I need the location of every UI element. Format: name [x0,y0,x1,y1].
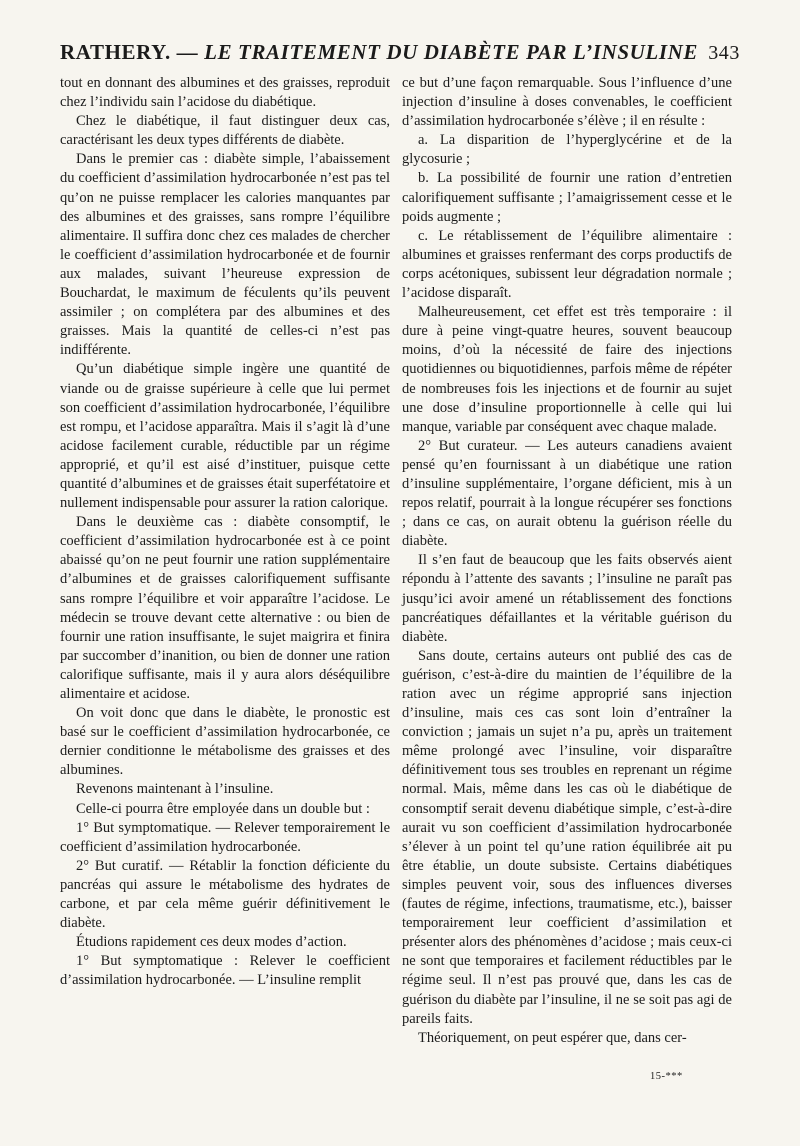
list-item-b: b. La possibilité de fournir une ration d’entretien calorifiquement suffisante ; l’amaigrissement cesse et le poids augmente ; [402,170,732,225]
paragraph: Il s’en faut de beaucoup que les faits observés aient répondu à l’attente des savants ; l’insuline ne paraît pas jusqu’ici avoir amené un rétablissement des fonctions pancréatiques défaillantes et la véritable guérison du diabète. [402,552,732,645]
left-column [60,74,390,991]
paragraph: 1° But symptomatique. — Relever temporairement le coefficient d’assimilation hydrocarbonée. [60,819,390,855]
paragraph: Chez le diabétique, il faut distinguer deux cas, caractérisant les deux types différents de diabète. [60,113,390,149]
paragraph: Malheureusement, cet effet est très temporaire : il dure à peine vingt-quatre heures, souvent beaucoup moins, d’où la nécessité de faire des injections quotidiennes ou biquotidiennes, parfois même de répéter de nombreuses fois les injections et de fournir au sujet une dose d’insuline proportionnelle à celle qui lui manque, variable par conséquent avec chaque malade. [402,304,732,435]
paragraph: Sans doute, certains auteurs ont publié des cas de guérison, c’est-à-dire du maintien de l’équilibre de la ration avec un régime approprié sans injection d’insuline, mais ces cas sont loin d’entraîner la conviction ; jamais un sujet n’a pu, après un traitement même prolongé avec l’insuline, voir disparaître définitivement tous ses troubles en reprenant un régime normal. Mais, même dans les cas où le diabétique de consomptif serait devenu diabétique simple, c’est-à-dire aurait vu son coefficient d’assimilation hydrocarbonée s’élever à un point tel qu’une ration équilibrée ait pu être établie, un doute subsiste. Certains diabétiques simples peuvent voir, sous des influences diverses (fautes de régime, infections, traumatisme, etc.), baisser temporairement leur coefficient d’assimilation et présenter alors des phénomènes d’acidose ; mais ceux-ci ne sont que temporaires et facilement réductibles par le régime seul. Il n’est pas prouvé que, dans les cas de guérison du diabète par l’insuline, il ne se soit pas agi de pareils faits. [402,647,732,1027]
paragraph: tout en donnant des albumines et des graisses, reproduit chez l’individu sain l’acidose du diabétique. [60,75,390,111]
paragraph: Revenons maintenant à l’insuline. [76,781,274,798]
header-title: LE TRAITEMENT DU DIABÈTE PAR L’INSULINE [204,40,698,64]
paragraph: 2° But curateur. — Les auteurs canadiens avaient pensé qu’en fournissant à un diabétique une ration d’insuline supplémentaire, l’organe déficient, mis à un repos relatif, pourrait à la longue récupérer ses fonctions ; dans ce cas, on aurait obtenu la guérison réelle du diabète. [402,437,732,550]
paragraph: Théoriquement, on peut espérer que, dans cer- [418,1029,687,1046]
header-author: RATHERY. — [60,40,205,64]
paragraph: Celle-ci pourra être employée dans un double but : [76,800,370,817]
paragraph: Dans le premier cas : diabète simple, l’abaissement du coefficient d’assimilation hydrocarbonée n’est pas tel qu’on ne puisse remplacer les calories manquantes par des albumines et des graisses, sans rompre l’équilibre alimentaire. Il suffira donc chez ces malades de chercher le coefficient d’assimilation hydrocarbonée et de fournir aux malades, suivant l’heureuse expression de Bouchardat, le maximum de féculents qu’ils peuvent assimiler ; on complétera par des albumines et des graisses. Mais la quantité de celles-ci n’est pas indifférente. [60,151,390,359]
list-item-a: a. La disparition de l’hyperglycérine et de la glycosurie ; [402,132,732,168]
list-item-c: c. Le rétablissement de l’équilibre alimentaire : albumines et graisses renfermant des corps productifs de corps acétoniques, subissent leur dégradation normale ; l’acidose disparaît. [402,227,732,302]
right-column [402,74,732,1048]
paragraph: ce but d’une façon remarquable. Sous l’influence d’une injection d’insuline à doses convenables, le coefficient d’assimilation hydrocarbonée s’élève ; il en résulte : [402,75,732,130]
paragraph: 2° But curatif. — Rétablir la fonction déficiente du pancréas qui assure le métabolisme des hydrates de carbone, et par cela même guérir définitivement le diabète. [60,857,390,932]
paragraph: Étudions rapidement ces deux modes d’action. [76,934,347,951]
signature-mark: 15-*** [650,1071,683,1082]
paragraph: On voit donc que dans le diabète, le pronostic est basé sur le coefficient d’assimilation hydrocarbonée, ce dernier conditionne le métabolisme des graisses et des albumines. [60,705,390,779]
page-number: 343 [708,42,740,64]
paragraph: Dans le deuxième cas : diabète consomptif, le coefficient d’assimilation hydrocarbonée est à ce point abaissé qu’on ne peut fournir une ration supplémentaire d’albumines et de graisses calorifiquement suffisante sans rompre l’équilibre et voir apparaître l’acidose. Le médecin se trouve devant cette alternative : ou bien de fournir une ration insuffisante, le sujet maigrira et finira par succomber d’inanition, ou bien de donner une ration calorifique suffisante, mais il y aura alors déséquilibre alimentaire et acidose. [60,514,390,702]
paragraph: 1° But symptomatique : Relever le coefficient d’assimilation hydrocarbonée. — L’insuline remplit [60,953,390,989]
running-head [60,40,740,65]
paragraph: Qu’un diabétique simple ingère une quantité de viande ou de graisse supérieure à celle que lui permet son coefficient d’assimilation hydrocarbonée, l’équilibre est rompu, et l’acidose apparaîtra. Mais il s’agit là d’une acidose facilement curable, réductible par un régime approprié, et qu’il est aisé d’instituer, puisque cette quantité d’albumines et de graisses était superfétatoire et nullement indispensable pour assurer la ration calorique. [60,361,390,512]
